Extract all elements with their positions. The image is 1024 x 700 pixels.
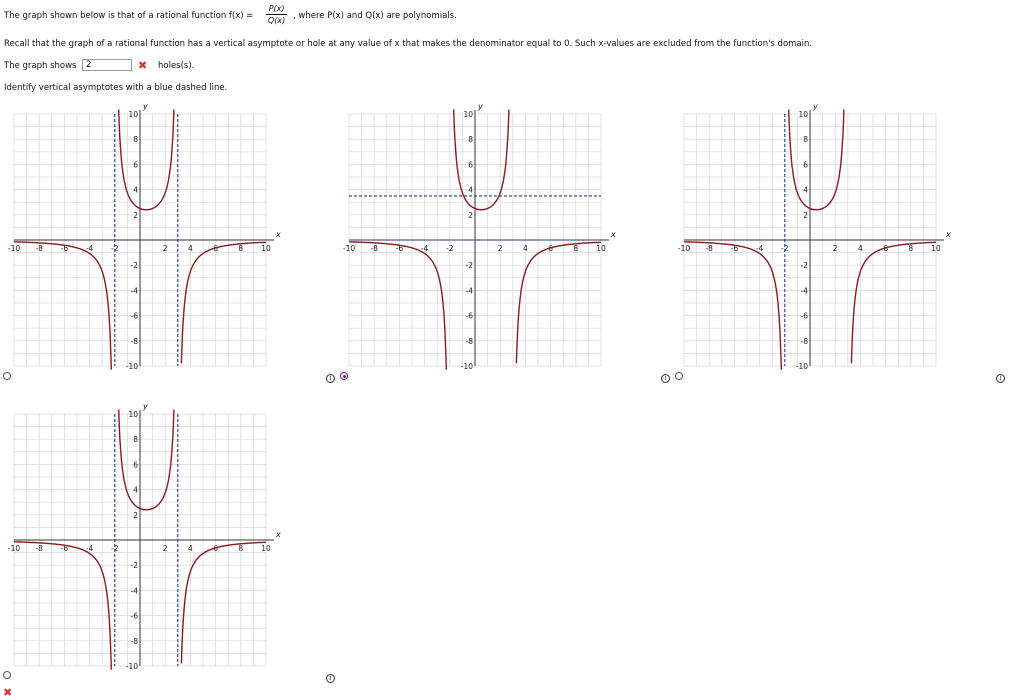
- question-intro-before: The graph shown below is that of a rational function f(x) =: [4, 11, 254, 21]
- info-icon[interactable]: i: [326, 674, 335, 683]
- x-axis-label: x: [611, 230, 616, 239]
- x-tick-label: 10: [931, 244, 941, 253]
- x-tick-label: -10: [7, 544, 21, 553]
- y-tick-label: 2: [803, 210, 808, 220]
- holes-input[interactable]: [82, 59, 132, 71]
- y-tick-label: -2: [465, 261, 473, 271]
- y-tick-label: -6: [130, 611, 138, 621]
- y-tick-label: -4: [800, 286, 808, 296]
- x-tick-label: -6: [730, 244, 739, 253]
- holes-label-after: holes(s).: [158, 61, 195, 71]
- y-tick-label: -2: [130, 261, 138, 271]
- y-tick-label: 8: [468, 135, 473, 145]
- y-tick-label: 6: [133, 460, 138, 470]
- y-tick-label: 4: [468, 185, 473, 195]
- y-tick-label: -4: [130, 586, 138, 596]
- y-axis-label: y: [143, 102, 148, 111]
- y-tick-label: 10: [128, 410, 138, 419]
- x-tick-label: -10: [342, 244, 356, 253]
- info-icon[interactable]: i: [326, 374, 335, 383]
- x-axis-label: x: [946, 230, 951, 239]
- x-tick-label: -2: [446, 244, 454, 253]
- instruction-text: Identify vertical asymptotes with a blue dashed line.: [4, 83, 228, 93]
- incorrect-icon: ✖: [138, 59, 148, 72]
- x-tick-label: 8: [573, 244, 579, 253]
- function-curve: [119, 410, 174, 510]
- x-tick-label: -8: [705, 244, 713, 253]
- x-tick-label: -4: [85, 244, 94, 253]
- x-tick-label: 6: [213, 544, 218, 553]
- graph-option-b[interactable]: [342, 100, 616, 372]
- function-curve: [454, 110, 509, 210]
- x-tick-label: -2: [111, 544, 119, 553]
- y-tick-label: 10: [128, 110, 138, 119]
- x-tick-label: 10: [261, 244, 271, 253]
- y-tick-label: -8: [465, 336, 473, 346]
- y-axis-label: y: [478, 102, 483, 111]
- y-tick-label: 2: [468, 210, 473, 220]
- y-tick-label: 4: [133, 485, 138, 495]
- y-tick-label: -8: [130, 336, 138, 346]
- y-axis-label: y: [143, 402, 148, 411]
- x-tick-label: 6: [548, 244, 553, 253]
- function-curve: [14, 242, 111, 370]
- x-tick-label: 4: [188, 544, 193, 553]
- recall-text: Recall that the graph of a rational function has a vertical asymptote or hole at any value of x that makes the denominator equal to 0. Such x-values are excluded from the function's domain.: [4, 39, 813, 49]
- option-d-radio[interactable]: [3, 671, 11, 679]
- y-tick-label: 4: [133, 185, 138, 195]
- y-tick-label: 6: [133, 160, 138, 170]
- function-curve: [14, 542, 111, 670]
- x-tick-label: -10: [677, 244, 691, 253]
- info-icon[interactable]: i: [661, 374, 670, 383]
- y-tick-label: 10: [798, 110, 808, 119]
- x-tick-label: 4: [188, 244, 193, 253]
- question-intro-after: , where P(x) and Q(x) are polynomials.: [293, 11, 457, 21]
- x-tick-label: -2: [781, 244, 789, 253]
- holes-label-before: The graph shows: [4, 61, 77, 71]
- y-tick-label: 8: [803, 135, 808, 145]
- y-tick-label: 2: [133, 510, 138, 520]
- info-icon[interactable]: i: [996, 374, 1005, 383]
- option-a-radio[interactable]: [3, 372, 11, 380]
- graph-option-c[interactable]: [677, 100, 951, 372]
- x-tick-label: 4: [858, 244, 863, 253]
- y-tick-label: 8: [133, 135, 138, 145]
- y-tick-label: 6: [803, 160, 808, 170]
- y-tick-label: 10: [463, 110, 473, 119]
- y-tick-label: -6: [130, 311, 138, 321]
- x-tick-label: 10: [261, 544, 271, 553]
- x-tick-label: 2: [162, 544, 168, 553]
- x-tick-label: -8: [35, 244, 43, 253]
- y-tick-label: -4: [465, 286, 473, 296]
- graph-option-a[interactable]: [7, 100, 281, 372]
- option-b-radio[interactable]: [340, 372, 348, 380]
- function-curve: [789, 110, 844, 210]
- y-tick-label: 2: [133, 210, 138, 220]
- x-axis-label: x: [276, 230, 281, 239]
- y-tick-label: -6: [800, 311, 808, 321]
- x-tick-label: 2: [497, 244, 503, 253]
- x-tick-label: 10: [596, 244, 606, 253]
- x-tick-label: -6: [60, 544, 69, 553]
- x-tick-label: -4: [755, 244, 764, 253]
- x-tick-label: -8: [35, 544, 43, 553]
- y-tick-label: 6: [468, 160, 473, 170]
- y-tick-label: -10: [125, 662, 138, 671]
- graph-option-d[interactable]: [7, 400, 281, 672]
- x-tick-label: 2: [162, 244, 168, 253]
- function-curve: [119, 110, 174, 210]
- x-tick-label: -2: [111, 244, 119, 253]
- answer-wrong-icon: ✖: [3, 686, 13, 699]
- y-tick-label: 4: [803, 185, 808, 195]
- function-curve: [349, 242, 446, 370]
- y-tick-label: -8: [800, 336, 808, 346]
- x-tick-label: 4: [523, 244, 528, 253]
- x-tick-label: -6: [60, 244, 69, 253]
- x-tick-label: -6: [395, 244, 404, 253]
- y-tick-label: -4: [130, 286, 138, 296]
- x-tick-label: -8: [370, 244, 378, 253]
- y-tick-label: -2: [130, 561, 138, 571]
- question-intro: [4, 11, 253, 21]
- x-axis-label: x: [276, 530, 281, 539]
- rational-fraction: [266, 4, 287, 25]
- option-c-radio[interactable]: [675, 372, 683, 380]
- x-tick-label: -4: [420, 244, 429, 253]
- fraction-denominator: Q(x): [268, 16, 286, 25]
- fraction-bar: [266, 14, 287, 15]
- y-tick-label: 8: [133, 435, 138, 445]
- x-tick-label: 8: [908, 244, 914, 253]
- x-tick-label: 2: [832, 244, 838, 253]
- x-tick-label: 6: [213, 244, 218, 253]
- fraction-numerator: P(x): [268, 4, 285, 13]
- y-tick-label: -10: [460, 362, 473, 371]
- function-curve: [684, 242, 781, 370]
- y-tick-label: -10: [795, 362, 808, 371]
- y-tick-label: -2: [800, 261, 808, 271]
- x-tick-label: 8: [238, 244, 244, 253]
- y-tick-label: -10: [125, 362, 138, 371]
- y-tick-label: -8: [130, 636, 138, 646]
- x-tick-label: 6: [883, 244, 888, 253]
- y-axis-label: y: [813, 102, 818, 111]
- x-tick-label: -10: [7, 244, 21, 253]
- x-tick-label: 8: [238, 544, 244, 553]
- y-tick-label: -6: [465, 311, 473, 321]
- x-tick-label: -4: [85, 544, 94, 553]
